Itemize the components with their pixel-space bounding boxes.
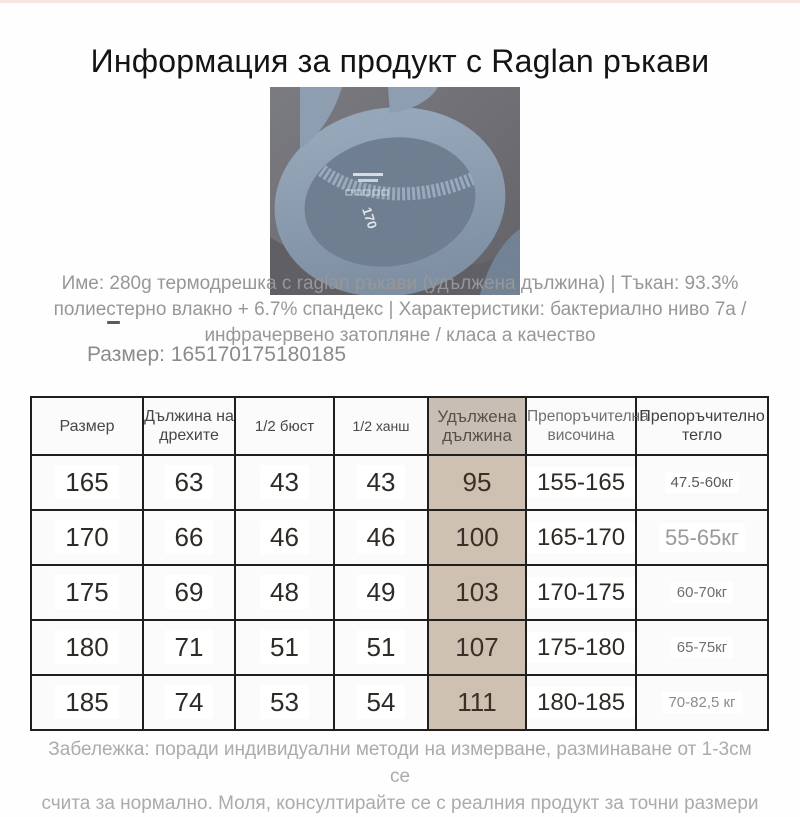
measurement-note: [40, 736, 760, 817]
label-size-text: 170: [359, 205, 381, 231]
cell-extended-length: 95: [428, 455, 526, 510]
cell-half-hip: 49: [334, 565, 428, 620]
cell-weight: 60-70кг: [636, 565, 768, 620]
cell-half-bust: 46: [235, 510, 334, 565]
cell-weight: 47.5-60кг: [636, 455, 768, 510]
cell-half-hip: 46: [334, 510, 428, 565]
size-options-line: Размер: 165170175180185: [87, 343, 347, 366]
cell-half-bust: 48: [235, 565, 334, 620]
note-line: счита за нормално. Моля, консултирайте се с реалния продукт за точни размери: [41, 793, 759, 814]
cell-half-hip: 54: [334, 675, 428, 730]
table-row: [31, 675, 768, 730]
cell-half-bust: 53: [235, 675, 334, 730]
table-row: [31, 565, 768, 620]
cell-size: 170: [31, 510, 143, 565]
cell-extended-length: 103: [428, 565, 526, 620]
description-line: полиестерно влакно + 6.7% спандекс | Характеристики: бактериално ниво 7а /: [53, 299, 747, 320]
cell-garment-length: 63: [143, 455, 235, 510]
cell-half-bust: 43: [235, 455, 334, 510]
stray-dash: [107, 321, 120, 324]
cell-extended-length: 111: [428, 675, 526, 730]
header-extended-length: Удължена дължина: [428, 397, 526, 455]
cell-extended-length: 100: [428, 510, 526, 565]
cell-extended-length: 107: [428, 620, 526, 675]
cell-height: 155-165: [526, 455, 636, 510]
cell-size: 175: [31, 565, 143, 620]
header-half-hip: 1/2 ханш: [334, 397, 428, 455]
description-line: инфрачервено затопляне / класа а качество: [204, 325, 596, 346]
cell-garment-length: 66: [143, 510, 235, 565]
note-line: Забележка: поради индивидуални методи на измерване, разминаване от 1-3см се: [48, 739, 752, 787]
cell-half-hip: 43: [334, 455, 428, 510]
cell-size: 185: [31, 675, 143, 730]
cell-size: 165: [31, 455, 143, 510]
product-description: [35, 271, 765, 349]
header-recommended-height: Препоръчителна височина: [526, 397, 636, 455]
product-photo: [270, 87, 520, 295]
header-size: Размер: [31, 397, 143, 455]
cell-height: 165-170: [526, 510, 636, 565]
table-row: [31, 455, 768, 510]
cell-height: 170-175: [526, 565, 636, 620]
size-table: [30, 396, 769, 731]
table-row: [31, 620, 768, 675]
page-title: Информация за продукт с Raglan ръкави: [90, 43, 710, 80]
cell-garment-length: 69: [143, 565, 235, 620]
cell-weight: 70-82,5 кг: [636, 675, 768, 730]
cell-height: 180-185: [526, 675, 636, 730]
cell-height: 175-180: [526, 620, 636, 675]
header-half-bust: 1/2 бюст: [235, 397, 334, 455]
cell-weight: 65-75кг: [636, 620, 768, 675]
header-recommended-weight: Препоръчително тегло: [636, 397, 768, 455]
cell-half-hip: 51: [334, 620, 428, 675]
table-row: [31, 510, 768, 565]
cell-garment-length: 74: [143, 675, 235, 730]
table-header-row: [31, 397, 768, 455]
cell-size: 180: [31, 620, 143, 675]
description-line: Име: 280g термодрешка с raglan ръкави (удължена дължина) | Тъкан: 93.3%: [61, 273, 739, 294]
header-garment-length: Дължина на дрехите: [143, 397, 235, 455]
cell-half-bust: 51: [235, 620, 334, 675]
top-accent-stripe: [0, 0, 800, 3]
cell-garment-length: 71: [143, 620, 235, 675]
cell-weight: 55-65кг: [636, 510, 768, 565]
